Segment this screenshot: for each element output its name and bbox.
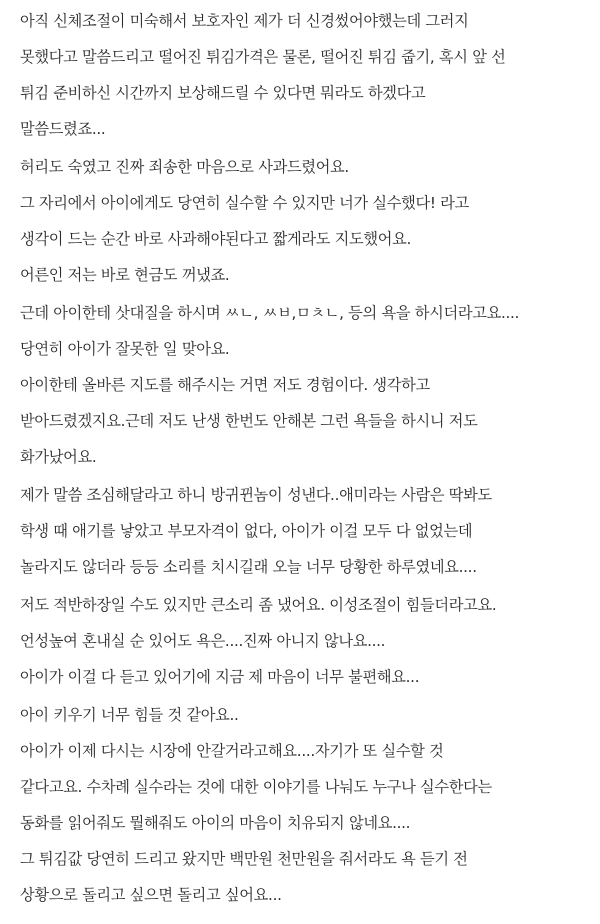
text-line: 제가 말씀 조심해달라고 하니 방귀뀐놈이 성낸다..애미라는 사람은 딱봐도: [20, 486, 492, 504]
text-line: 받아드렸겠지요.근데 저도 난생 한번도 안해본 그런 욕들을 하시니 저도: [20, 412, 478, 430]
text-line: 허리도 숙였고 진짜 죄송한 마음으로 사과드렸어요.: [20, 158, 349, 176]
text-line: 아이한테 올바른 지도를 해주시는 거면 저도 경험이다. 생각하고: [20, 376, 430, 394]
text-line: 언성높여 혼내실 순 있어도 욕은....진짜 아니지 않나요....: [20, 632, 386, 650]
text-line: 학생 때 애기를 낳았고 부모자격이 없다, 아이가 이걸 모두 다 없었는데: [20, 522, 473, 540]
text-line: 생각이 드는 순간 바로 사과해야된다고 짧게라도 지도했어요.: [20, 230, 411, 248]
text-line: 아이가 이제 다시는 시장에 안갈거라고해요....자기가 또 실수할 것: [20, 742, 444, 760]
text-line: 아이 키우기 너무 힘들 것 같아요..: [20, 706, 239, 724]
text-line: 동화를 읽어줘도 뭘해줘도 아이의 마음이 치유되지 않네요....: [20, 814, 411, 832]
text-line: 상황으로 돌리고 싶으면 돌리고 싶어요...: [20, 886, 282, 904]
text-line: 화가났어요.: [20, 448, 97, 466]
text-line: 같다고요. 수차례 실수라는 것에 대한 이야기를 나눠도 누구나 실수한다는: [20, 778, 492, 796]
text-line: 아직 신체조절이 미숙해서 보호자인 제가 더 신경썼어야했는데 그러지: [20, 12, 469, 30]
text-line: 놀라지도 않더라 등등 소리를 치시길래 오늘 너무 당황한 하루였네요....: [20, 558, 477, 576]
text-line: 그 자리에서 아이에게도 당연히 실수할 수 있지만 너가 실수했다! 라고: [20, 194, 469, 212]
text-line: 아이가 이걸 다 듣고 있어기에 지금 제 마음이 너무 불편해요...: [20, 668, 420, 686]
text-line: 말씀드렸죠...: [20, 120, 106, 138]
text-line: 그 튀김값 당연히 드리고 왔지만 백만원 천만원을 줘서라도 욕 듣기 전: [20, 850, 468, 868]
text-line: 어른인 저는 바로 현금도 꺼냈죠.: [20, 266, 230, 284]
text-line: 당연히 아이가 잘못한 일 맞아요.: [20, 340, 230, 358]
text-line: 근데 아이한테 삿대질을 하시며 ㅆㄴ, ㅆㅂ,ㅁㅊㄴ, 등의 욕을 하시더라고요....: [20, 304, 520, 322]
text-line: 튀김 준비하신 시간까지 보상해드릴 수 있다면 뭐라도 하겠다고: [20, 84, 426, 102]
text-line: 저도 적반하장일 수도 있지만 큰소리 좀 냈어요. 이성조절이 힘들더라고요.: [20, 596, 497, 614]
text-line: 못했다고 말씀드리고 떨어진 튀김가격은 물론, 떨어진 튀김 줍기, 혹시 앞 선: [20, 48, 506, 66]
